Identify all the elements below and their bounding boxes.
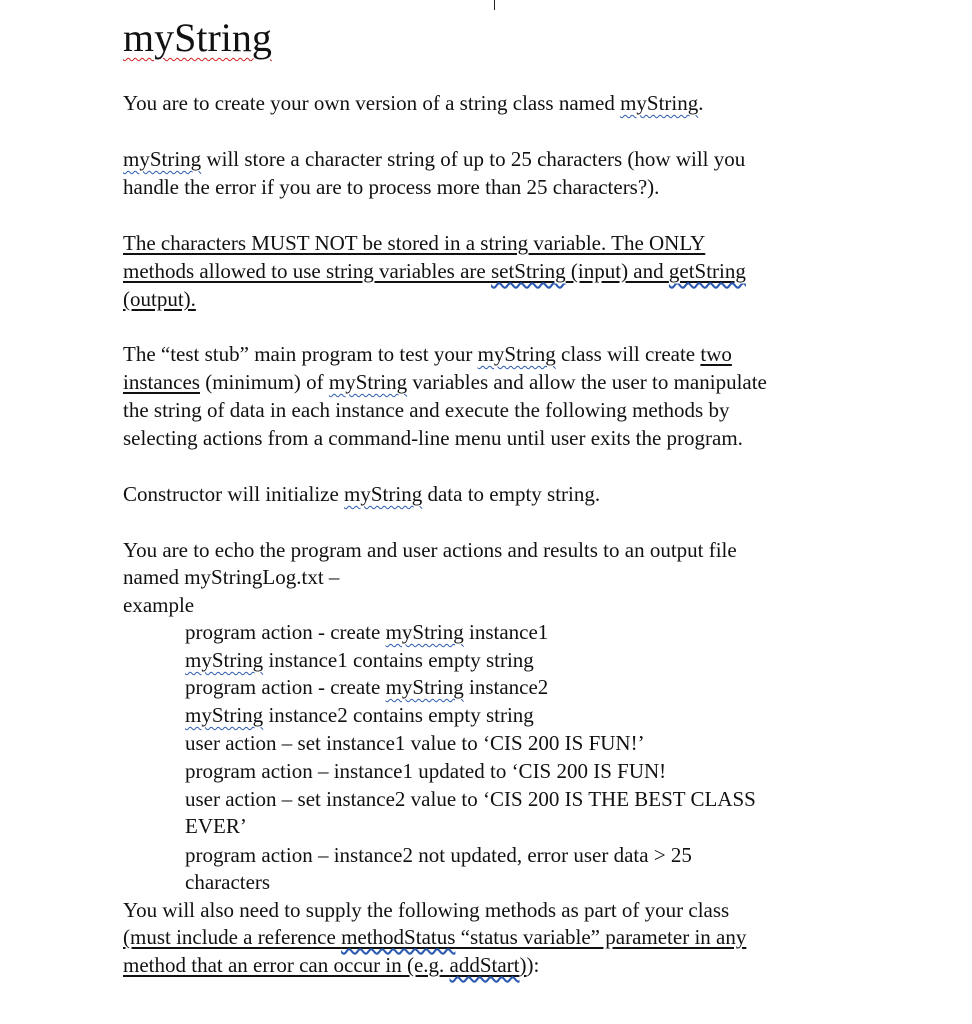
- storage-paragraph-line2: handle the error if you are to process more than 25 characters?).: [123, 175, 660, 199]
- spellcheck-term: setString: [490, 259, 566, 283]
- example-line: program action – instance1 updated to ‘CIS 200 IS FUN!: [185, 759, 667, 783]
- spellcheck-term: myString: [123, 147, 202, 171]
- spellcheck-term: getString: [668, 259, 746, 283]
- spellcheck-term: myString: [385, 620, 464, 644]
- spellcheck-term: myString: [185, 648, 264, 672]
- spellcheck-term: myString: [385, 675, 464, 699]
- spellcheck-term: myString: [328, 370, 408, 394]
- intro-paragraph: You are to create your own version of a string class named myString.: [123, 91, 704, 115]
- methods-paragraph-line1: You will also need to supply the following methods as part of your class: [123, 898, 730, 922]
- example-line: program action - create myString instance1: [185, 620, 549, 644]
- spellcheck-term: methodStatus: [341, 925, 456, 949]
- example-line: myString instance1 contains empty string: [185, 648, 534, 672]
- methods-paragraph-line3: method that an error can occur in (e.g. addStart)):: [123, 953, 540, 977]
- spellcheck-term: addStart: [449, 953, 520, 977]
- constraint-paragraph-line1: The characters MUST NOT be stored in a string variable. The ONLY: [123, 231, 706, 255]
- constraint-paragraph-line3: (output).: [123, 287, 196, 311]
- test-stub-line4: selecting actions from a command-line menu until user exits the program.: [123, 426, 743, 450]
- text-cursor-mark: [494, 0, 495, 10]
- constructor-paragraph: Constructor will initialize myString data to empty string.: [123, 482, 601, 506]
- example-line: myString instance2 contains empty string: [185, 703, 534, 727]
- spellcheck-term: myString: [620, 91, 699, 115]
- example-line: user action – set instance1 value to ‘CIS 200 IS FUN!’: [185, 731, 645, 755]
- spellcheck-term: myString: [185, 703, 264, 727]
- methods-paragraph-line2: (must include a reference methodStatus “status variable” parameter in any: [123, 925, 747, 949]
- test-stub-line1: The “test stub” main program to test your myString class will create two: [123, 342, 732, 366]
- example-line: characters: [185, 870, 271, 894]
- log-paragraph-line1: You are to echo the program and user actions and results to an output file: [123, 538, 737, 562]
- example-line: program action - create myString instance2: [185, 675, 549, 699]
- log-paragraph-line2: named myStringLog.txt –: [123, 565, 340, 589]
- spellcheck-term: myString: [477, 342, 556, 366]
- log-paragraph-line3: example: [123, 593, 195, 617]
- test-stub-line2: instances (minimum) of myString variables and allow the user to manipulate: [123, 370, 767, 394]
- example-line: program action – instance2 not updated, error user data > 25: [185, 843, 692, 867]
- example-line: EVER’: [185, 814, 247, 838]
- spellcheck-term: myString: [344, 482, 423, 506]
- test-stub-line3: the string of data in each instance and execute the following methods by: [123, 398, 730, 422]
- constraint-paragraph-line2: methods allowed to use string variables are setString (input) and getString: [123, 259, 746, 283]
- page-title: [123, 14, 272, 62]
- storage-paragraph-line1: myString will store a character string of up to 25 characters (how will you: [123, 147, 746, 171]
- example-line: user action – set instance2 value to ‘CIS 200 IS THE BEST CLASS: [185, 787, 756, 811]
- title-text: myString: [123, 15, 272, 60]
